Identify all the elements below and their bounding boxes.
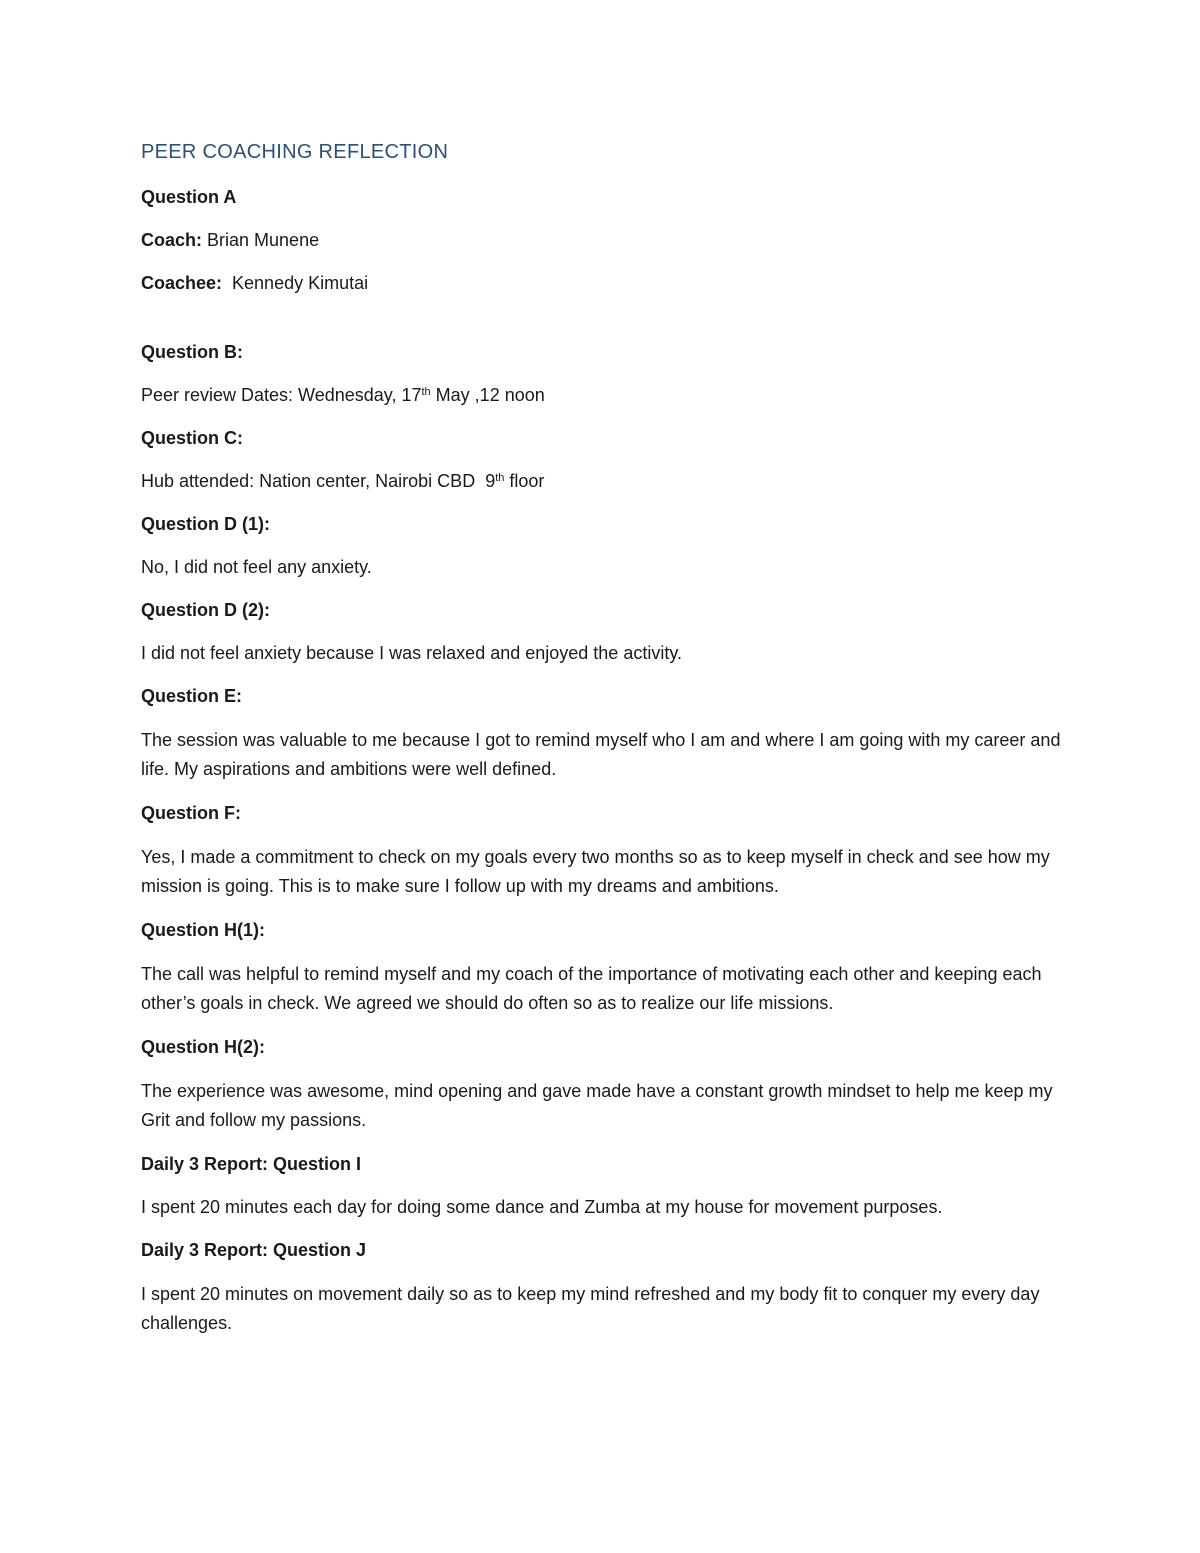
question-i-answer: I spent 20 minutes each day for doing some dance and Zumba at my house for movement purposes. (141, 1197, 943, 1217)
question-d2-heading: Question D (2): (141, 600, 270, 620)
question-c-text-before: Hub attended: Nation center, Nairobi CBD 9 (141, 471, 496, 491)
question-b-text-after: May ,12 noon (430, 385, 545, 405)
document-title: PEER COACHING REFLECTION (141, 141, 449, 163)
question-b-answer (141, 382, 1071, 408)
question-b-heading: Question B: (141, 342, 243, 362)
question-c-sup: th (495, 472, 505, 484)
question-h2-answer: The experience was awesome, mind opening and gave made have a constant growth mindset to help me keep my Grit and follow my passions. (141, 1081, 1053, 1130)
coach-label: Coach: (141, 230, 203, 250)
question-i-heading: Daily 3 Report: Question I (141, 1154, 362, 1174)
question-h1-answer: The call was helpful to remind myself and my coach of the importance of motivating each other and keeping each other’s goals in check. We agreed we should do often so as to realize our life missions. (141, 964, 1042, 1013)
question-b-sup: th (421, 386, 431, 398)
coachee-label: Coachee: (141, 273, 223, 293)
question-j-heading: Daily 3 Report: Question J (141, 1240, 367, 1260)
question-c-heading: Question C: (141, 428, 243, 448)
question-b-text-before: Peer review Dates: Wednesday, 17 (141, 385, 422, 405)
question-d1-answer: No, I did not feel any anxiety. (141, 557, 372, 577)
question-j-answer: I spent 20 minutes on movement daily so as to keep my mind refreshed and my body fit to conquer my every day challenges. (141, 1284, 1040, 1333)
spacer (141, 313, 1071, 339)
question-e-answer: The session was valuable to me because I got to remind myself who I am and where I am going with my career and life. My aspirations and ambitions were well defined. (141, 730, 1061, 779)
question-f-answer: Yes, I made a commitment to check on my goals every two months so as to keep myself in check and see how my mission is going. This is to make sure I follow up with my dreams and ambitions. (141, 847, 1050, 896)
coach-line (141, 227, 1071, 253)
question-c-text-after: floor (504, 471, 545, 491)
question-h2-heading: Question H(2): (141, 1037, 265, 1057)
coach-value: Brian Munene (202, 230, 320, 250)
coachee-value: Kennedy Kimutai (222, 273, 369, 293)
document-page (141, 138, 1071, 1354)
question-c-answer (141, 468, 1071, 494)
coachee-line (141, 270, 1071, 296)
question-d1-heading: Question D (1): (141, 514, 270, 534)
question-a-heading: Question A (141, 187, 237, 207)
question-e-heading: Question E: (141, 686, 243, 706)
question-d2-answer: I did not feel anxiety because I was relaxed and enjoyed the activity. (141, 643, 682, 663)
question-h1-heading: Question H(1): (141, 920, 265, 940)
question-f-heading: Question F: (141, 803, 241, 823)
